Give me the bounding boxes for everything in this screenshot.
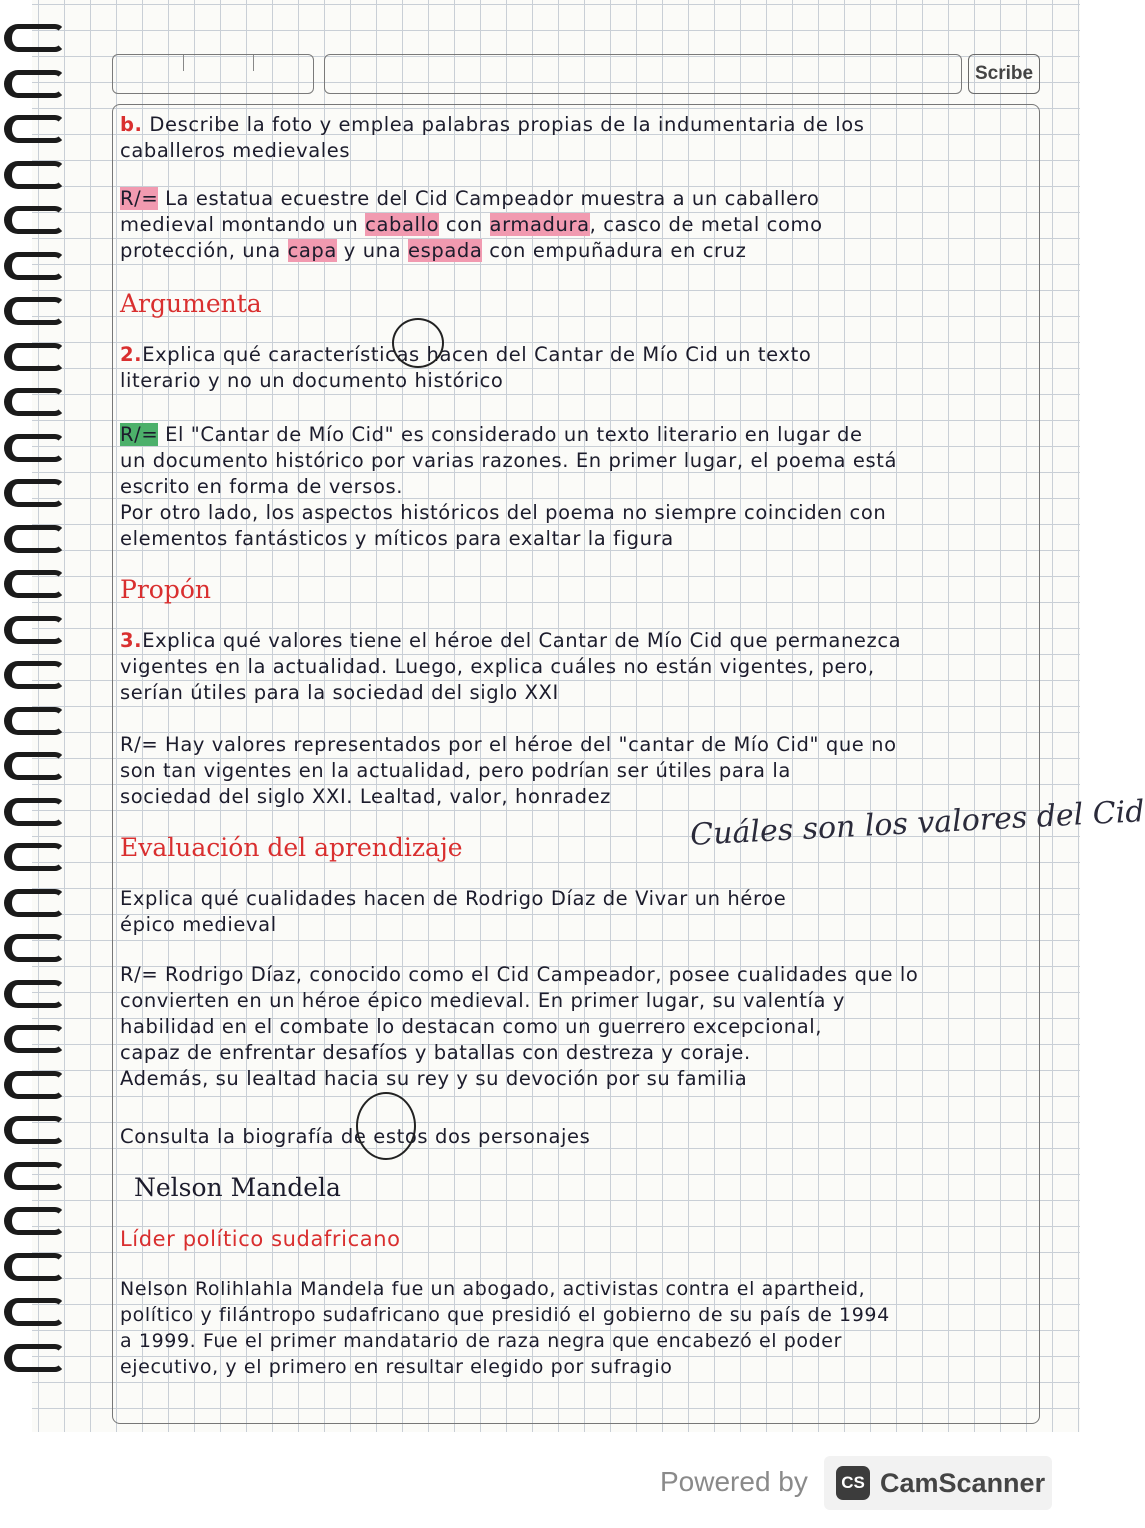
answer-2-line-2: un documento histórico por varias razones. En primer lugar, el poema está: [120, 449, 898, 472]
answer-3-line-1: R/= Hay valores representados por el héroe del "cantar de Mío Cid" que no: [120, 733, 897, 756]
camscanner-icon: CS: [836, 1466, 870, 1500]
answer-2-line-1: R/= El "Cantar de Mío Cid" es considerado un texto literario en lugar de: [120, 423, 863, 446]
spiral-ring: [4, 339, 64, 367]
question-2-line-2: literario y no un documento histórico: [120, 369, 504, 392]
header-date-box: [112, 54, 314, 94]
answer-b: [120, 186, 1030, 264]
spiral-ring: [4, 1067, 64, 1095]
spiral-ring: [4, 1158, 64, 1186]
bio-line-1: Nelson Rolihlahla Mandela fue un abogado, activistas contra el apartheid,: [120, 1278, 866, 1300]
teacher-note: Cuáles son los valores del Cid: [689, 794, 1145, 853]
spiral-ring: [4, 20, 64, 48]
answer-2-line-4: Por otro lado, los aspectos históricos del poema no siempre coinciden con: [120, 501, 887, 524]
answer-4-line-3: habilidad en el combate lo destacan como un guerrero excepcional,: [120, 1015, 823, 1038]
answer-4-line-4: capaz de enfrentar desafíos y batallas con destreza y coraje.: [120, 1041, 751, 1064]
consulta-instruction: [120, 1124, 1030, 1150]
spiral-ring: [4, 248, 64, 276]
bio-line-4: ejecutivo, y el primero en resultar elegido por sufragio: [120, 1356, 673, 1378]
header-title-box: [324, 54, 962, 94]
spiral-ring: [4, 521, 64, 549]
question-4: [120, 886, 1030, 938]
heading-propon: Propón: [120, 575, 211, 604]
answer-b-line-2: medieval montando un caballo con armadura, casco de metal como: [120, 213, 823, 236]
spiral-ring: [4, 1112, 64, 1140]
spiral-ring: [4, 430, 64, 458]
heading-evaluacion: Evaluación del aprendizaje: [120, 833, 463, 862]
question-3-line-1: 3.Explica qué valores tiene el héroe del Cantar de Mío Cid que permanezca: [120, 629, 902, 652]
person-role-line: Líder político sudafricano: [120, 1227, 401, 1251]
question-2-line-1: 2.Explica qué características hacen del Cantar de Mío Cid un texto: [120, 343, 812, 366]
spiral-ring: [4, 703, 64, 731]
question-b: [120, 112, 1030, 164]
spiral-ring: [4, 657, 64, 685]
question-3-line-2: vigentes en la actualidad. Luego, explica cuáles no están vigentes, pero,: [120, 655, 875, 678]
spiral-ring: [4, 885, 64, 913]
question-b-line-1: b. Describe la foto y emplea palabras propias de la indumentaria de los: [120, 113, 865, 136]
spiral-ring: [4, 66, 64, 94]
spiral-ring: [4, 1294, 64, 1322]
spiral-ring: [4, 612, 64, 640]
spiral-ring: [4, 748, 64, 776]
heading-argumenta: Argumenta: [120, 289, 262, 318]
spiral-ring: [4, 930, 64, 958]
answer-b-line-3: protección, una capa y una espada con empuñadura en cruz: [120, 239, 747, 262]
spiral-ring: [4, 293, 64, 321]
bio-line-3: a 1999. Fue el primer mandatario de raza negra que encabezó el poder: [120, 1330, 843, 1352]
scribe-logo: Scribe: [968, 54, 1040, 94]
biography: [120, 1276, 1030, 1380]
question-2: [120, 342, 1030, 394]
question-3-line-3: serían útiles para la sociedad del siglo XXI: [120, 681, 559, 704]
answer-4-line-5: Además, su lealtad hacia su rey y su devoción por su familia: [120, 1067, 748, 1090]
answer-3: [120, 732, 1030, 810]
spiral-ring: [4, 1203, 64, 1231]
spiral-ring: [4, 1021, 64, 1049]
spiral-ring: [4, 384, 64, 412]
answer-4: [120, 962, 1030, 1092]
spiral-ring: [4, 976, 64, 1004]
answer-3-line-2: son tan vigentes en la actualidad, pero podrían ser útiles para la: [120, 759, 791, 782]
camscanner-brand: CamScanner: [880, 1467, 1046, 1498]
answer-2-line-3: escrito en forma de versos.: [120, 475, 404, 498]
spiral-ring: [4, 157, 64, 185]
person-name: Nelson Mandela: [134, 1173, 341, 1202]
spiral-ring: [4, 839, 64, 867]
spiral-binding: [0, 20, 70, 1400]
person-role: [120, 1226, 1030, 1252]
spiral-ring: [4, 1249, 64, 1277]
ink-circle-mark-2: [356, 1092, 416, 1160]
bio-line-2: político y filántropo sudafricano que presidió el gobierno de su país de 1994: [120, 1304, 890, 1326]
answer-4-line-2: convierten en un héroe épico medieval. En primer lugar, su valentía y: [120, 989, 846, 1012]
ink-circle-mark: [392, 318, 444, 368]
answer-3-line-3: sociedad del siglo XXI. Lealtad, valor, honradez: [120, 785, 612, 808]
spiral-ring: [4, 475, 64, 503]
camscanner-badge: [824, 1456, 1052, 1510]
spiral-ring: [4, 202, 64, 230]
consulta-line: Consulta la biografía de estos dos personajes: [120, 1125, 591, 1148]
question-3: [120, 628, 1030, 706]
answer-4-line-1: R/= Rodrigo Díaz, conocido como el Cid Campeador, posee cualidades que lo: [120, 963, 919, 986]
spiral-ring: [4, 111, 64, 139]
spiral-ring: [4, 794, 64, 822]
answer-b-line-1: R/= La estatua ecuestre del Cid Campeador muestra a un caballero: [120, 187, 820, 210]
answer-2: [120, 422, 1030, 552]
powered-by-label: Powered by: [660, 1466, 808, 1497]
question-4-line-1: Explica qué cualidades hacen de Rodrigo Díaz de Vivar un héroe: [120, 887, 787, 910]
question-4-line-2: épico medieval: [120, 913, 277, 936]
spiral-ring: [4, 1340, 64, 1368]
answer-2-line-5: elementos fantásticos y míticos para exaltar la figura: [120, 527, 674, 550]
question-b-line-2: caballeros medievales: [120, 139, 351, 162]
spiral-ring: [4, 566, 64, 594]
